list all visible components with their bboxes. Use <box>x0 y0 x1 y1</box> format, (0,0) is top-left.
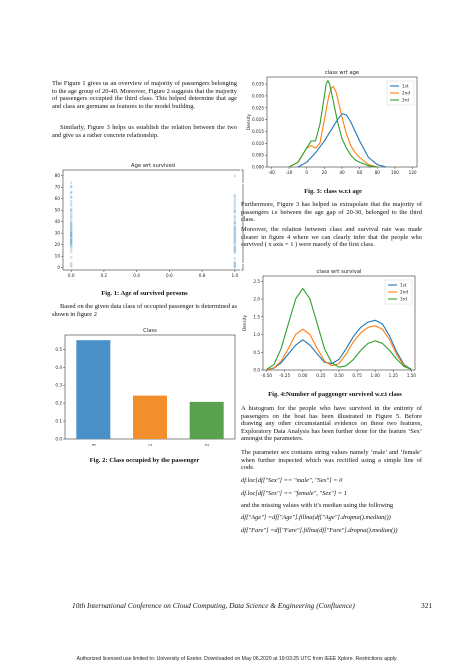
y-tick-label: 0.020 <box>252 117 264 123</box>
y-tick-label: 30 <box>54 230 60 236</box>
y-tick-label: 0.0 <box>253 367 260 373</box>
scatter-point-not-survived <box>70 212 73 215</box>
age-survived-scatter <box>35 156 251 284</box>
bar-class-3 <box>76 340 110 439</box>
figure-2 <box>34 322 252 452</box>
chart-title: Age wrt survived <box>131 163 175 169</box>
y-axis-label: Density <box>242 315 247 331</box>
y-tick-label: 0 <box>57 265 60 271</box>
x-tick-label: 1.25 <box>388 373 398 378</box>
y-tick-label: 2.5 <box>253 278 260 284</box>
scatter-point-survived <box>234 174 237 177</box>
x-tick-label: 0.0 <box>67 273 75 278</box>
chart-title: Class <box>143 328 157 334</box>
scatter-point-survived <box>234 197 237 200</box>
plot-frame <box>63 170 243 270</box>
y-tick-label: 0.005 <box>252 152 264 158</box>
x-tick-label: 0.4 <box>133 273 140 278</box>
y-tick-label: 0.5 <box>253 349 260 355</box>
paragraph-overview: The Figure 1 gives us an overview of majority of passengers belonging to the age group of 20-40. Moreover, Figure 2 suggests that the majority of passengers occupied the third class. This helped determine that age and class are germane as features to the model building. <box>52 80 237 110</box>
scatter-point-not-survived <box>70 181 73 184</box>
legend-label: 1st <box>402 83 409 89</box>
paragraph-sex-parameter: The parameter sex contains string values namely ‘male’ and ‘female’ when further inspected which was rectified using a simple line of code. <box>241 449 422 472</box>
y-tick-label: 50 <box>54 207 60 213</box>
scatter-point-not-survived <box>70 202 73 205</box>
class-survival-density-chart <box>241 264 421 386</box>
density-line-1st <box>267 320 412 369</box>
code-line-fare: df["Fare"] =df["Fare"].fillna(df["Fare"].dropna().median()) <box>241 527 398 534</box>
y-tick-label: 0.035 <box>252 81 264 87</box>
scatter-point-survived <box>234 218 237 221</box>
y-tick-label: 2.0 <box>253 296 260 302</box>
chart-title: class wrt age <box>324 70 360 76</box>
x-tick-label: 2 <box>204 443 210 447</box>
y-tick-label: 40 <box>54 219 60 225</box>
paragraph-extrapolate: Furthermore, Figure 3 has helped us extrapolate that the majority of passengers i.e between the age gap of 20-30, belonged to the third class. <box>241 201 422 224</box>
y-tick-label: 0.1 <box>55 418 62 424</box>
figure-2-caption: Fig. 2: Class occupied by the passenger <box>89 457 200 464</box>
scatter-point-not-survived <box>70 218 73 221</box>
scatter-point-survived <box>234 209 237 212</box>
x-tick-label: 0.00 <box>298 373 308 378</box>
paragraph-relation: Similarly, Figure 3 helps us establish the relation between the two and give us a rather concrete relationship. <box>52 124 237 139</box>
scatter-point-not-survived <box>70 200 73 203</box>
x-tick-label: 0.50 <box>334 373 344 378</box>
figure-4-caption: Fig. 4:Number of paggenger survived w.r.t class <box>268 391 402 398</box>
density-line-3rd <box>289 81 377 167</box>
y-tick-label: 80 <box>54 173 60 179</box>
y-tick-label: 0.3 <box>55 382 62 388</box>
x-tick-label: 0.75 <box>352 373 362 378</box>
y-tick-label: 1.5 <box>253 314 260 320</box>
x-tick-label: 100 <box>390 170 399 175</box>
chart-title: class wrt survival <box>316 269 362 275</box>
y-tick-label: 0.030 <box>252 93 264 99</box>
scatter-point-survived <box>234 215 237 218</box>
x-tick-label: -0.25 <box>279 373 291 378</box>
y-tick-label: 0.015 <box>252 128 264 134</box>
scatter-point-survived <box>234 225 237 228</box>
scatter-point-not-survived <box>70 191 73 194</box>
scatter-point-not-survived <box>70 204 73 207</box>
paragraph-survival-class: Moreover, the relation between class and survival rate was made clearer in figure 4 where we can clearly infer that the people who survived ( x axis = 1 ) were maorly of the first class. <box>241 226 422 249</box>
x-tick-label: 120 <box>408 170 417 175</box>
x-tick-label: 20 <box>321 170 328 175</box>
code-line-age: df["Age"] =df["Age"].fillna(df["Age"].dropna().median()) <box>241 514 391 521</box>
y-tick-label: 10 <box>54 253 60 259</box>
scatter-point-not-survived <box>70 185 73 188</box>
scatter-point-survived <box>234 194 237 197</box>
y-tick-label: 1.0 <box>253 332 260 338</box>
y-tick-label: 70 <box>54 184 60 190</box>
bar-class-2 <box>190 402 224 439</box>
bar-class-1 <box>133 396 167 439</box>
scatter-point-not-survived <box>70 250 73 253</box>
x-tick-label: 0.25 <box>316 373 326 378</box>
scatter-point-not-survived <box>70 248 73 251</box>
scatter-point-not-survived <box>70 215 73 218</box>
y-tick-label: 0.0 <box>55 436 62 442</box>
class-bar-chart <box>35 323 251 451</box>
legend-label: 3rd <box>402 97 409 103</box>
x-tick-label: 0.6 <box>166 273 173 278</box>
paragraph-histogram: A histogram for the people who have survived in the entirety of passengers on the boat has been illustrated in Figure 5. Before drawing any other circumstantial evidence on these two features, Exploratory Data Analysis has been further done for the feature ‘Sex’ amongst the parameters. <box>241 405 422 443</box>
scatter-point-not-survived <box>70 264 73 267</box>
figure-3-caption: Fig. 3: class w.r.t age <box>304 188 362 195</box>
code-line-male: df.loc[df["Sex"] == "male", "Sex"] = 0 <box>241 477 343 484</box>
x-tick-label: -20 <box>285 170 293 175</box>
figure-1 <box>34 155 252 285</box>
x-tick-label: 0.8 <box>198 273 206 278</box>
x-tick-label: 1 <box>148 443 153 447</box>
code-line-female: df.loc[df["Sex"] == "female", "Sex"] = 1 <box>241 490 347 497</box>
scatter-point-survived <box>234 245 237 248</box>
figure-1-caption: Fig. 1: Age of survived persons <box>101 290 188 297</box>
scatter-point-not-survived <box>70 262 73 265</box>
scatter-point-survived <box>234 207 237 210</box>
scatter-point-not-survived <box>70 195 73 198</box>
x-tick-label: 3 <box>91 443 97 447</box>
figure-4 <box>240 263 422 387</box>
y-tick-label: 0.000 <box>252 164 264 170</box>
authorization-notice: Authorized licensed use limited to: University of Exeter. Downloaded on May 06,2020 at 19:03:25 UTC from IEEE Xplore. Restrictions apply. <box>76 656 398 662</box>
paragraph-missing-values: and the missing values with it’s median using the following <box>241 502 394 509</box>
scatter-point-not-survived <box>70 208 73 211</box>
scatter-point-survived <box>234 261 237 264</box>
y-tick-label: 20 <box>54 242 60 248</box>
x-tick-label: 0 <box>305 170 309 175</box>
y-tick-label: 60 <box>54 196 60 202</box>
paragraph-class-determined: Based on the given data class of occupied passenger is determined as shown in figure 2 <box>52 303 237 318</box>
scatter-point-survived <box>234 204 237 207</box>
legend-label: 3rd <box>400 296 407 302</box>
scatter-point-survived <box>234 200 237 203</box>
density-line-2nd <box>267 326 412 370</box>
y-tick-label: 0.025 <box>252 105 264 111</box>
legend-label: 2nd <box>400 289 408 295</box>
scatter-point-not-survived <box>70 256 73 259</box>
scatter-point-survived <box>234 257 237 260</box>
x-tick-label: -0.50 <box>261 373 273 378</box>
legend-label: 1st <box>400 282 407 288</box>
x-tick-label: 40 <box>339 170 345 175</box>
y-tick-label: 0.010 <box>252 140 264 146</box>
y-tick-label: 0.4 <box>55 364 62 370</box>
page-number: 321 <box>421 601 433 610</box>
x-tick-label: 1.50 <box>406 373 417 378</box>
x-tick-label: 1.00 <box>370 373 380 378</box>
y-tick-label: 0.2 <box>55 400 62 406</box>
scatter-point-not-survived <box>70 220 73 223</box>
y-tick-label: 0.5 <box>55 346 62 352</box>
x-tick-label: 80 <box>374 170 380 175</box>
scatter-point-survived <box>234 202 237 205</box>
x-tick-label: 0.2 <box>100 273 108 278</box>
x-tick-label: -40 <box>267 170 275 175</box>
scatter-point-survived <box>234 220 237 223</box>
class-age-density-chart <box>241 65 421 183</box>
x-tick-label: 1.0 <box>231 273 239 278</box>
x-tick-label: 60 <box>356 170 363 175</box>
y-axis-label: Density <box>246 114 251 130</box>
conference-footer: 10th International Conference on Cloud Computing, Data Science & Engineering (Confluence) <box>72 601 355 610</box>
legend-label: 2nd <box>402 90 410 96</box>
figure-3 <box>240 64 422 184</box>
